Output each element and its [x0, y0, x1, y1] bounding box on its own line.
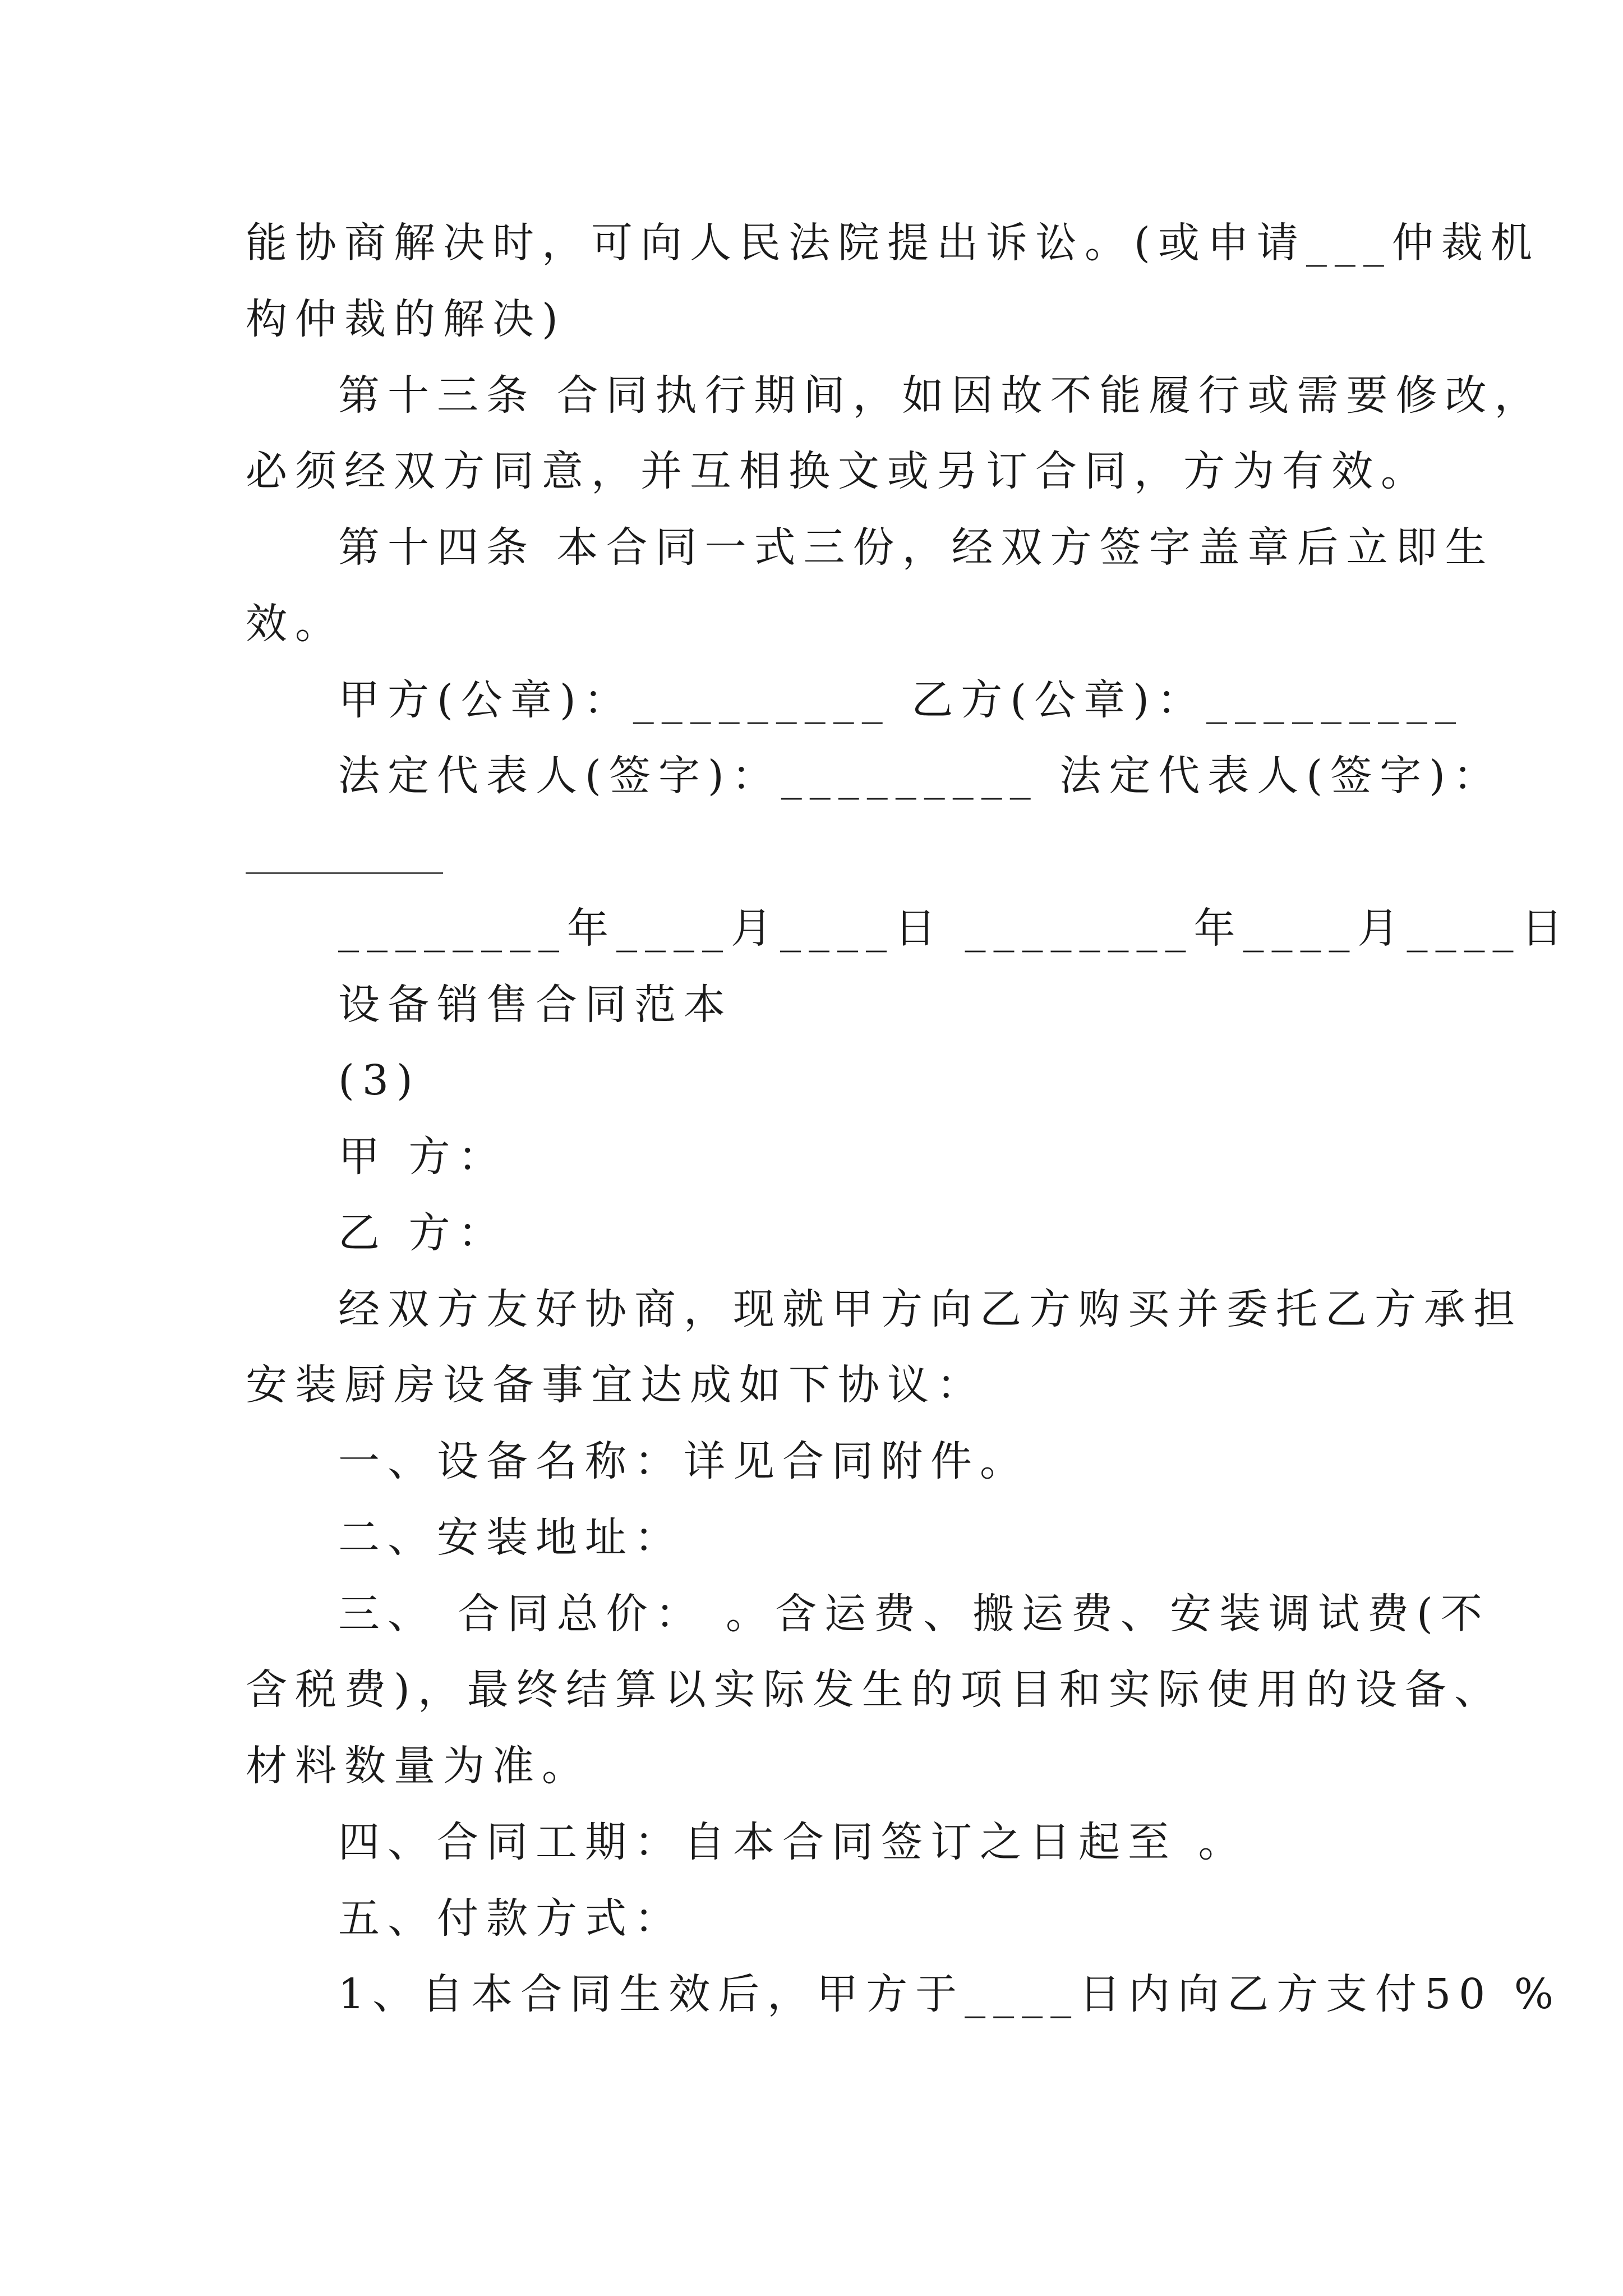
paragraph-line: 含税费)，最终结算以实际发生的项目和实际使用的设备、	[246, 1665, 1504, 1714]
clause-1-line: 一、设备名称：详见合同附件。	[338, 1437, 1029, 1485]
signature-blank	[246, 872, 443, 874]
payment-item-1-line: 1、自本合同生效后，甲方于____日内向乙方支付50 %	[338, 1970, 1562, 2018]
clause-3-line: 三、 合同总价： 。含运费、搬运费、安装调试费(不	[338, 1590, 1490, 1638]
article-13-line: 第十三条 合同执行期间，如因故不能履行或需要修改，	[338, 371, 1544, 420]
paragraph-line: 构仲裁的解决)	[246, 295, 566, 343]
party-seal-line: 甲方(公章)：_________ 乙方(公章)：_________	[338, 676, 1464, 724]
article-14-line: 第十四条 本合同一式三份，经双方签字盖章后立即生	[338, 523, 1495, 572]
agreement-intro-line: 经双方友好协商，现就甲方向乙方购买并委托乙方承担	[338, 1285, 1523, 1333]
paragraph-line: 安装厨房设备事宜达成如下协议：	[246, 1361, 986, 1409]
party-a-line: 甲 方：	[338, 1133, 508, 1181]
paragraph-line: 必须经双方同意，并互相换文或另订合同，方为有效。	[246, 447, 1430, 495]
date-line: ________年____月____日 ________年____月____日	[338, 904, 1571, 953]
clause-2-line: 二、安装地址：	[338, 1513, 684, 1562]
paragraph-line: 材料数量为准。	[246, 1742, 591, 1790]
clause-4-line: 四、合同工期：自本合同签订之日起至 。	[338, 1818, 1248, 1866]
party-b-line: 乙 方：	[338, 1209, 508, 1257]
representative-signature-line: 法定代表人(签字)：_________ 法定代表人(签字)：	[338, 752, 1503, 800]
paragraph-line: 效。	[246, 600, 344, 648]
section-number: (3)	[338, 1056, 421, 1105]
clause-5-line: 五、付款方式：	[338, 1894, 684, 1943]
paragraph-line: 能协商解决时，可向人民法院提出诉讼。(或申请___仲裁机	[246, 219, 1540, 267]
section-title: 设备销售合同范本	[338, 981, 733, 1029]
